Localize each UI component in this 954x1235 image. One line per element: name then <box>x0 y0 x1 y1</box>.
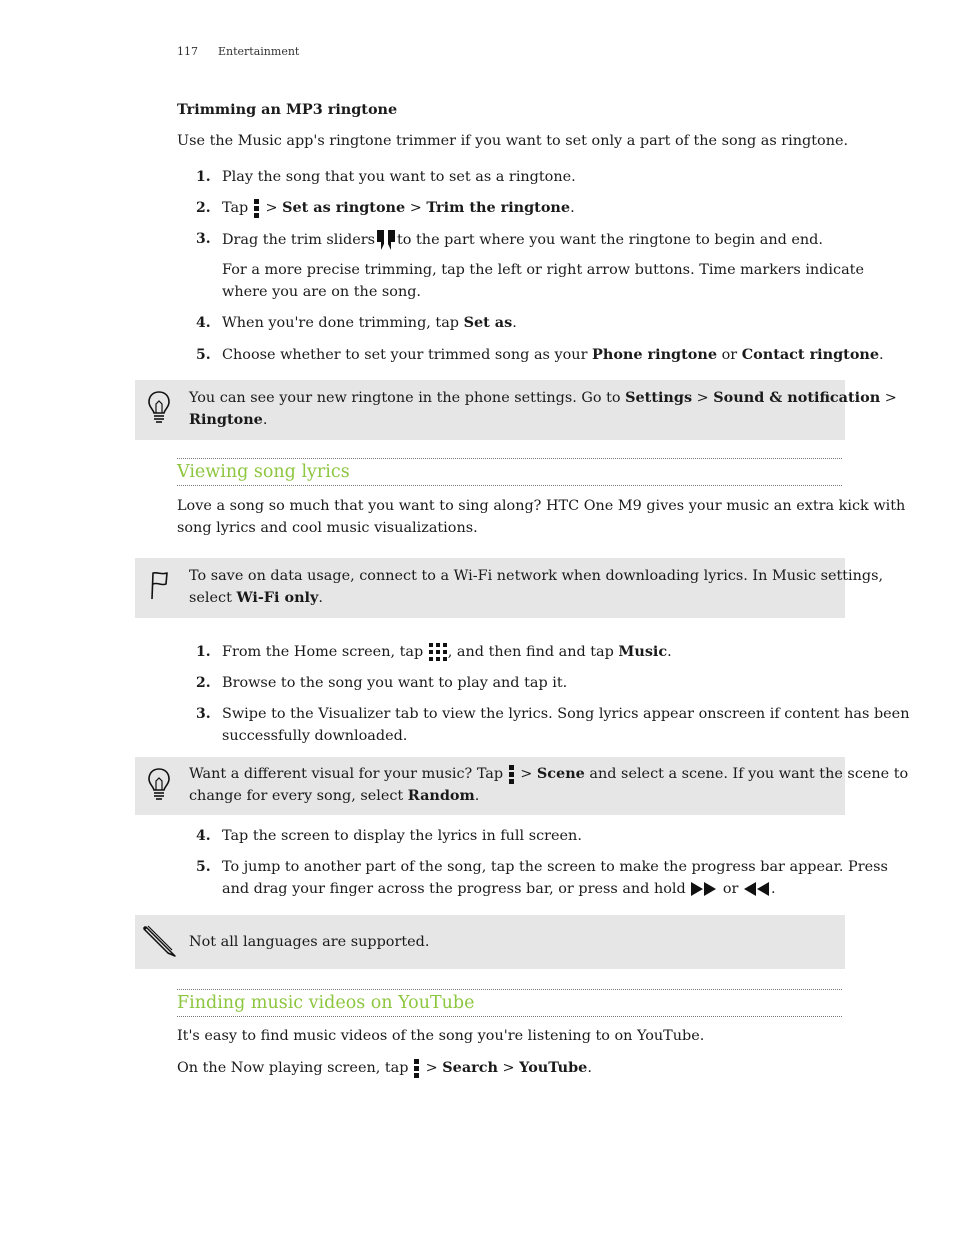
section-divider <box>177 458 842 459</box>
subsection-title: Trimming an MP3 ringtone <box>177 101 398 118</box>
step-number: 2. <box>196 675 211 691</box>
step-number: 3. <box>196 231 211 247</box>
step-number: 4. <box>196 315 211 331</box>
flag-icon <box>149 570 169 600</box>
step-text: successfully downloaded. <box>222 728 408 744</box>
tip-callout <box>135 757 909 815</box>
section-divider <box>177 1016 842 1017</box>
step-number: 1. <box>196 169 211 185</box>
step-number: 3. <box>196 706 211 722</box>
section-title: Finding music videos on YouTube <box>177 993 475 1013</box>
trim-sliders-icon <box>375 228 397 252</box>
more-options-icon <box>253 198 261 218</box>
section-divider <box>177 989 842 990</box>
step-number: 5. <box>196 859 211 875</box>
tip-text: Want a different visual for your music? Tap > Scene and select a scene. If you want the scene to change for every song, select Random. <box>189 765 909 804</box>
chapter-name: Entertainment <box>218 45 300 58</box>
step-number: 4. <box>196 828 211 844</box>
step-text: Play the song that you want to set as a ringtone. <box>222 169 576 185</box>
step-text: Drag the trim sliders to the part where you want the ringtone to begin and end. <box>222 228 823 252</box>
note-callout <box>135 558 884 618</box>
page-number: 117 <box>177 45 198 58</box>
step-text: and drag your finger across the progress bar, or press and hold or . <box>222 881 776 897</box>
step-text: Browse to the song you want to play and tap it. <box>222 675 568 691</box>
step-text: To jump to another part of the song, tap the screen to make the progress bar appear. Press <box>222 859 888 875</box>
step-text: Swipe to the Visualizer tab to view the lyrics. Song lyrics appear onscreen if content has been <box>222 706 910 722</box>
rewind-icon <box>743 881 771 897</box>
section-title: Viewing song lyrics <box>177 462 350 482</box>
step-number: 2. <box>196 200 211 216</box>
fast-forward-icon <box>690 881 718 897</box>
lightbulb-icon <box>147 390 171 424</box>
section-paragraph: On the Now playing screen, tap > Search > YouTube. <box>177 1059 592 1076</box>
lightbulb-icon <box>147 767 171 801</box>
more-options-icon <box>508 764 516 784</box>
step-number: 1. <box>196 644 211 660</box>
step-text: From the Home screen, tap , and then find and tap Music. <box>222 643 672 660</box>
tip-callout <box>135 380 897 440</box>
running-header <box>177 45 299 58</box>
step-number: 5. <box>196 347 211 363</box>
all-apps-icon <box>428 642 448 662</box>
step-text: When you're done trimming, tap Set as. <box>222 314 517 331</box>
section-paragraph: Love a song so much that you want to sing along? HTC One M9 gives your music an extra kick with <box>177 498 906 514</box>
section-divider <box>177 485 842 486</box>
intro-paragraph: Use the Music app's ringtone trimmer if you want to set only a part of the song as ringtone. <box>177 133 849 149</box>
step-subtext: For a more precise trimming, tap the left or right arrow buttons. Time markers indicate <box>222 262 864 278</box>
step-text: Tap > Set as ringtone > Trim the ringtone. <box>222 199 575 216</box>
section-paragraph: song lyrics and cool music visualizations. <box>177 520 478 536</box>
note-text: To save on data usage, connect to a Wi-Fi network when downloading lyrics. In Music settings, select Wi-Fi only. <box>189 568 884 606</box>
step-text: Choose whether to set your trimmed song as your Phone ringtone or Contact ringtone. <box>222 346 884 363</box>
section-paragraph: It's easy to find music videos of the song you're listening to on YouTube. <box>177 1028 705 1044</box>
step-subtext: where you are on the song. <box>222 284 422 300</box>
more-options-icon <box>413 1058 421 1078</box>
note-text: Not all languages are supported. <box>189 934 430 950</box>
pencil-icon <box>143 924 177 958</box>
tip-text: You can see your new ringtone in the phone settings. Go to Settings > Sound & notification > Ringtone. <box>189 389 897 428</box>
step-text: Tap the screen to display the lyrics in full screen. <box>222 828 582 844</box>
note-callout <box>135 915 845 969</box>
